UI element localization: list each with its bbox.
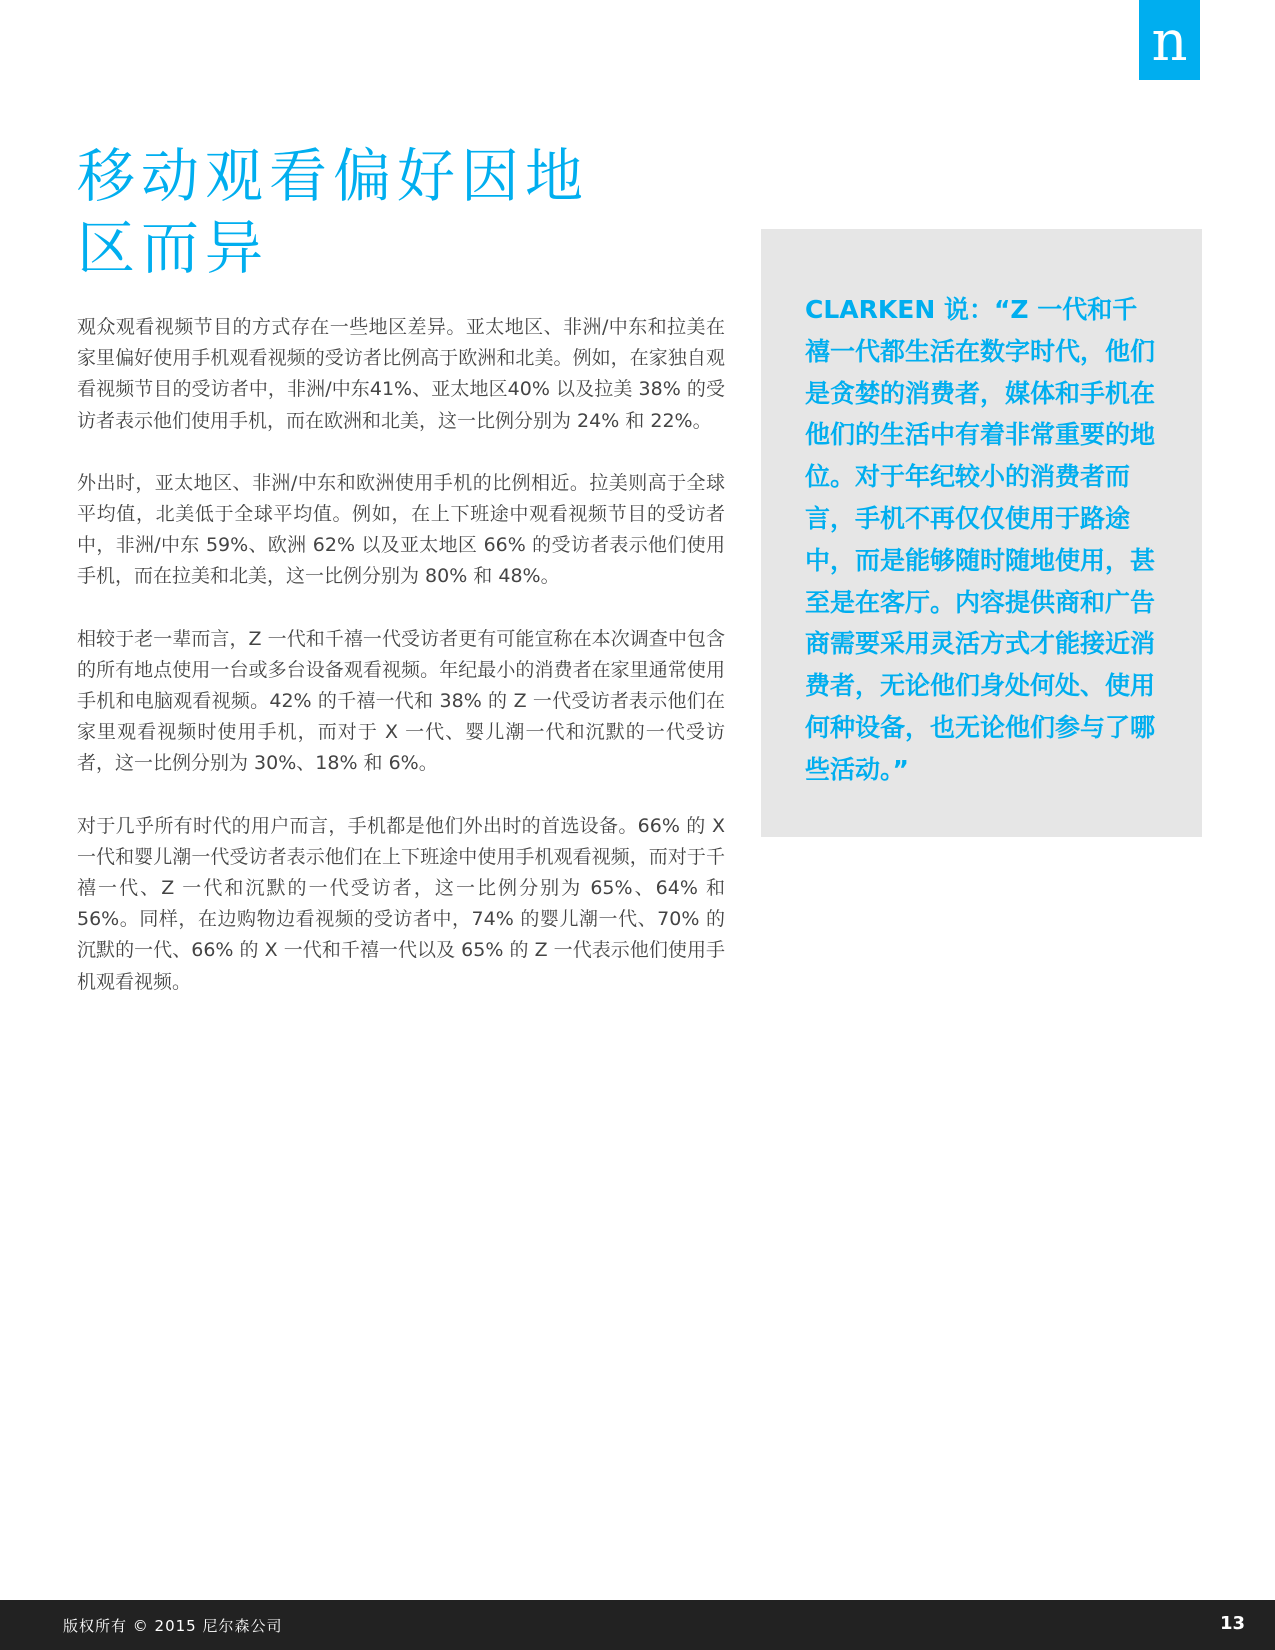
paragraph-4: 对于几乎所有时代的用户而言，手机都是他们外出时的首选设备。66% 的 X 一代和婴儿潮一代受访者表示他们在上下班途中使用手机观看视频，而对于千禧一代、Z 一代和沉默的一代受访者，这一比例分别为 65%、64% 和 56%。同样，在边购物边看视频的受访者中，74% 的婴儿潮一代、70% 的沉默的一代、66% 的 X 一代和千禧一代以及 65% 的 Z 一代表示他们使用手机观看视频。 <box>77 814 725 993</box>
pull-quote-box <box>761 229 1202 837</box>
paragraph-3: 相较于老一辈而言，Z 一代和千禧一代受访者更有可能宣称在本次调查中包含的所有地点使用一台或多台设备观看视频。年纪最小的消费者在家里通常使用手机和电脑观看视频。42% 的千禧一代和 38% 的 Z 一代受访者表示他们在家里观看视频时使用手机，而对于 X 一代、婴儿潮一代和沉默的一代受访者，这一比例分别为 30%、18% 和 6%。 <box>77 627 725 775</box>
pull-quote-text: CLARKEN 说：“Z 一代和千禧一代都生活在数字时代，他们是贪婪的消费者，媒体和手机在他们的生活中有着非常重要的地位。对于年纪较小的消费者而言，手机不再仅仅使用于路途中，而是能够随时随地使用，甚至是在客厅。内容提供商和广告商需要采用灵活方式才能接近消费者，无论他们身处何处、使用何种设备，也无论他们参与了哪些活动。” <box>805 295 1156 784</box>
page-number: 13 <box>1219 1613 1245 1634</box>
paragraph-2: 外出时，亚太地区、非洲/中东和欧洲使用手机的比例相近。拉美则高于全球平均值，北美低于全球平均值。例如，在上下班途中观看视频节目的受访者中，非洲/中东 59%、欧洲 62% 以及亚太地区 66% 的受访者表示他们使用手机，而在拉美和北美，这一比例分别为 80% 和 48%。 <box>77 471 725 588</box>
paragraph-1: 观众观看视频节目的方式存在一些地区差异。亚太地区、非洲/中东和拉美在家里偏好使用手机观看视频的受访者比例高于欧洲和北美。例如，在家独自观看视频节目的受访者中，非洲/中东41%、亚太地区40% 以及拉美 38% 的受访者表示他们使用手机，而在欧洲和北美，这一比例分别为 24% 和 22%。 <box>77 316 725 432</box>
page-footer <box>0 1600 1275 1650</box>
copyright-text: 版权所有 © 2015 尼尔森公司 <box>63 1617 283 1635</box>
logo-glyph: n <box>1151 9 1188 74</box>
nielsen-logo <box>1139 0 1200 80</box>
article-body <box>77 312 725 1029</box>
page-title: 移动观看偏好因地区而异 <box>77 142 590 282</box>
